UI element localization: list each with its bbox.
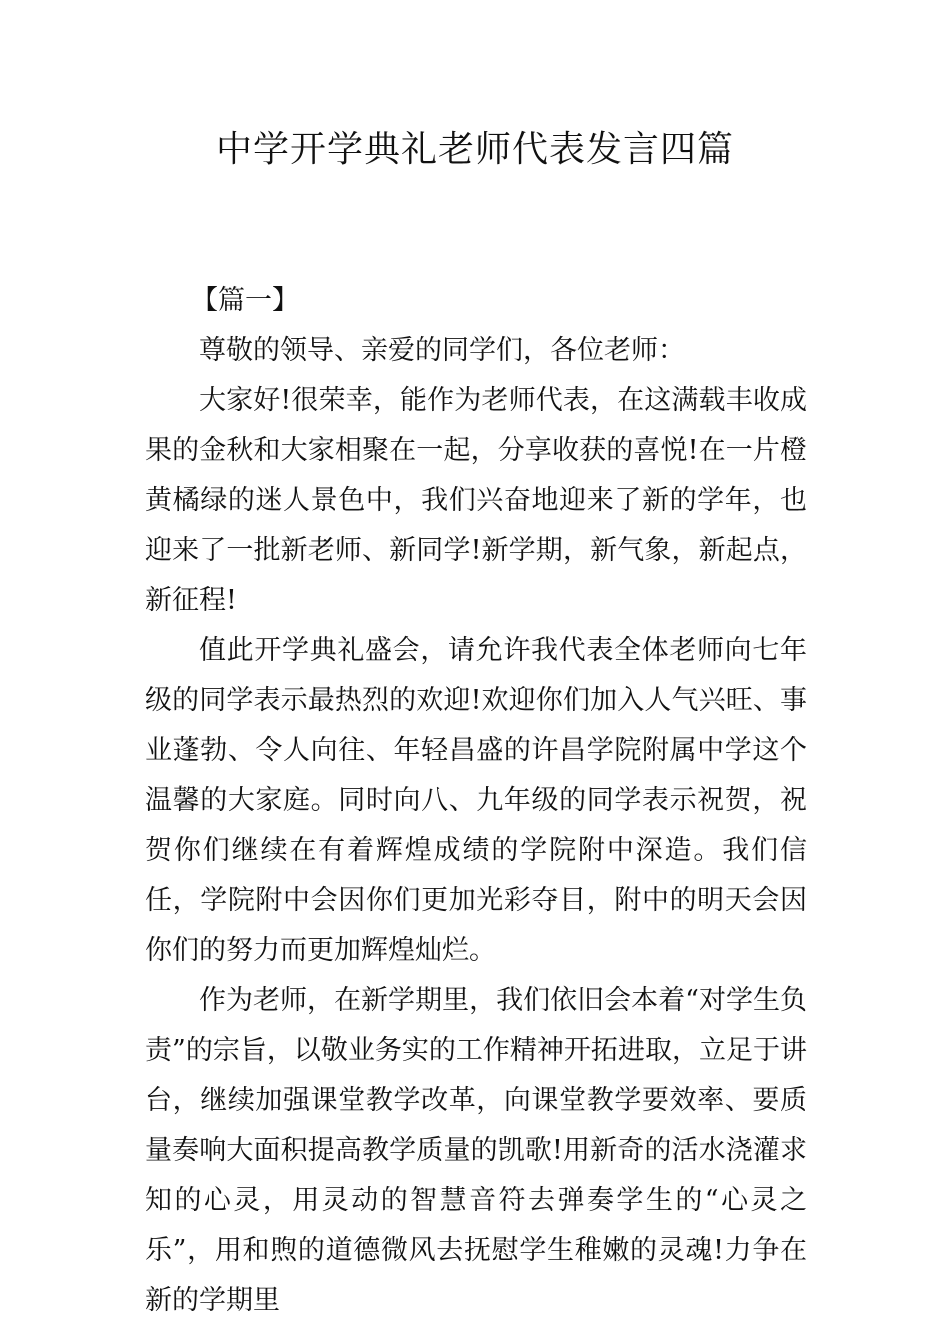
section-label: 【篇一】	[191, 285, 299, 316]
body-paragraph: 大家好!很荣幸，能作为老师代表，在这满载丰收成果的金秋和大家相聚在一起，分享收获的喜悦!在一片橙黄橘绿的迷人景色中，我们兴奋地迎来了新的学年，也迎来了一批新老师、新同学!新学期，新气象，新起点，新征程!	[145, 385, 807, 616]
body-paragraph: 值此开学典礼盛会，请允许我代表全体老师向七年级的同学表示最热烈的欢迎!欢迎你们加入人气兴旺、事业蓬勃、令人向往、年轻昌盛的许昌学院附属中学这个温馨的大家庭。同时向八、九年级的同学表示祝贺，祝贺你们继续在有着辉煌成绩的学院附中深造。我们信任，学院附中会因你们更加光彩夺目，附中的明天会因你们的努力而更加辉煌灿烂。	[145, 635, 807, 966]
document-body	[145, 276, 807, 1326]
document-title: 中学开学典礼老师代表发言四篇	[215, 129, 734, 170]
body-paragraph: 作为老师，在新学期里，我们依旧会本着“对学生负责”的宗旨，以敬业务实的工作精神开拓进取，立足于讲台，继续加强课堂教学改革，向课堂教学要效率、要质量奏响大面积提高教学质量的凯歌!用新奇的活水浇灌求知的心灵，用灵动的智慧音符去弹奏学生的“心灵之乐”，用和煦的道德微风去抚慰学生稚嫩的灵魂!力争在新的学期里	[145, 985, 807, 1316]
salutation-paragraph: 尊敬的领导、亲爱的同学们，各位老师：	[199, 335, 685, 366]
